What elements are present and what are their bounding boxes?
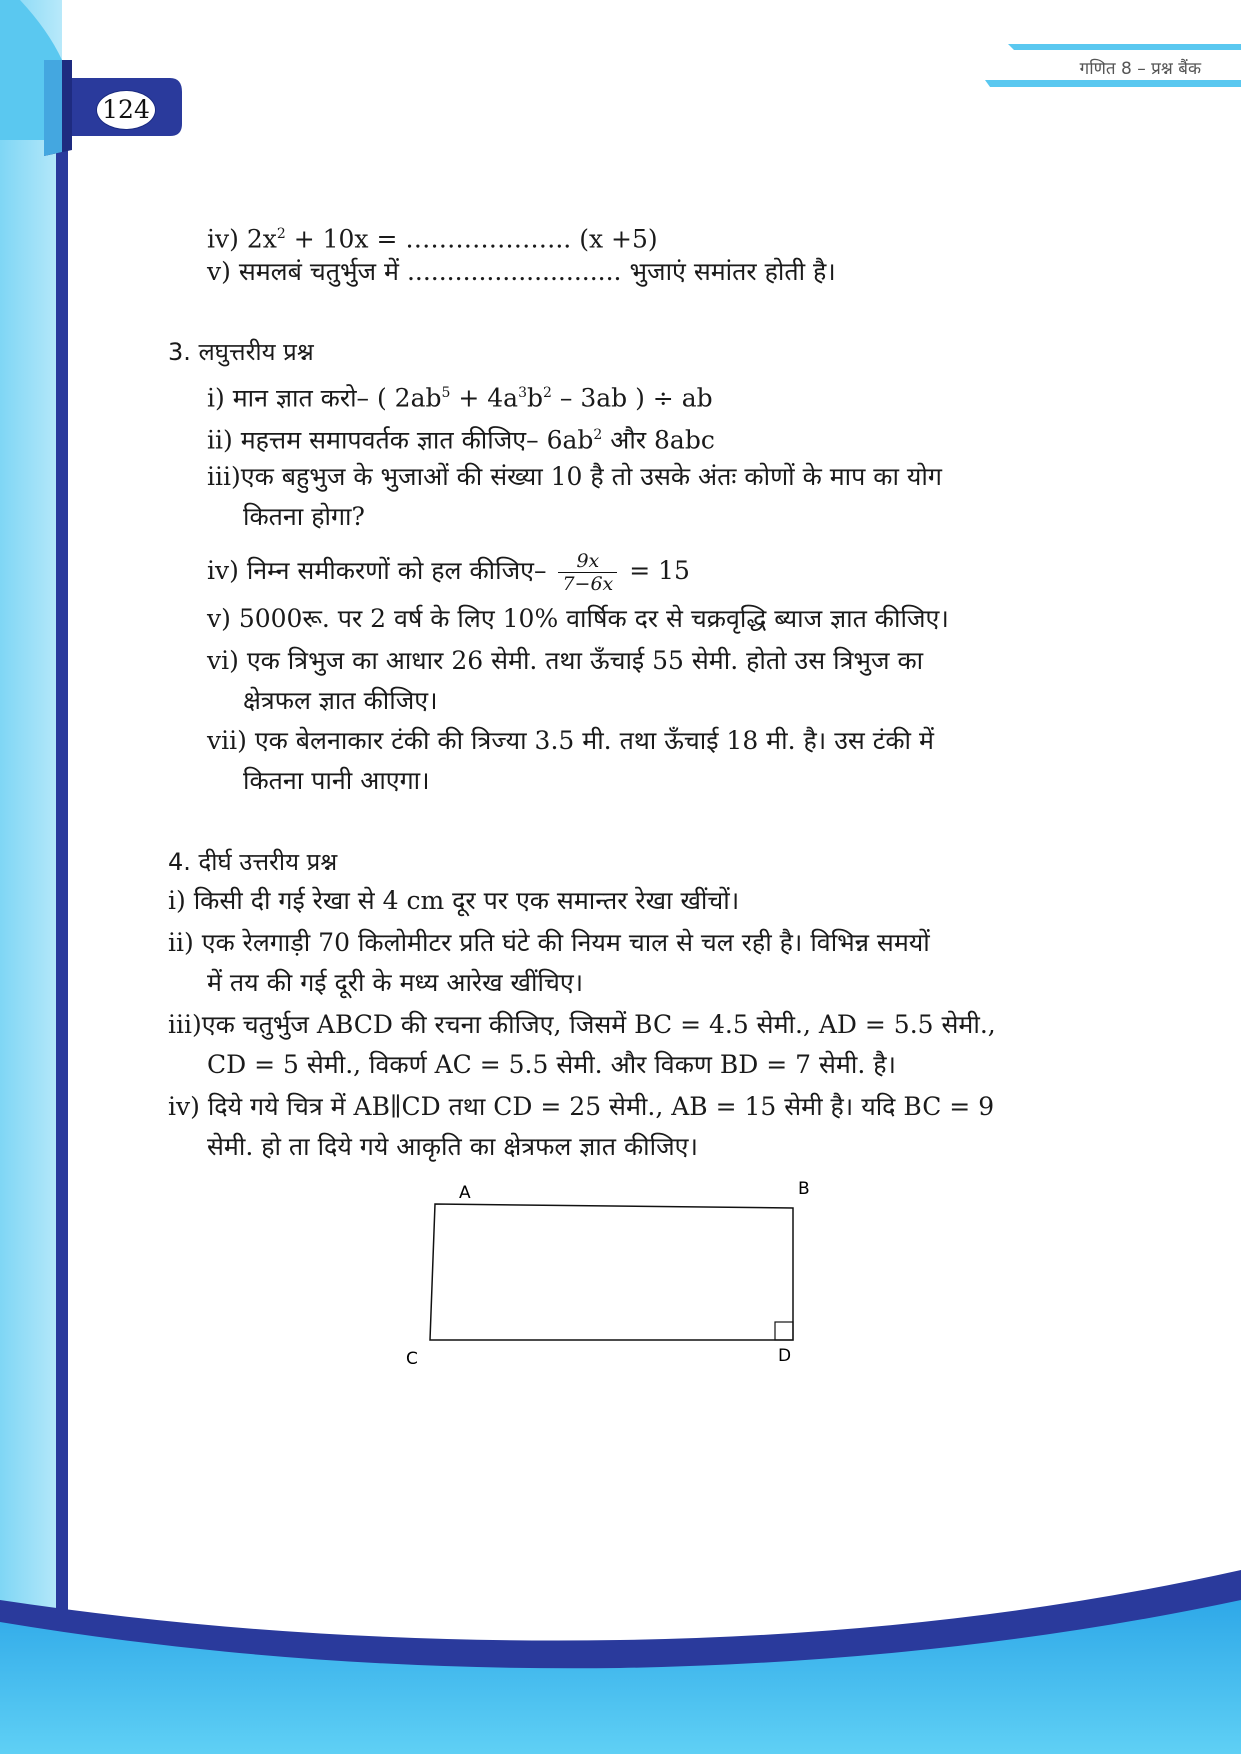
sec4-item-iv-line2: सेमी. हो ता दिये गये आकृति का क्षेत्रफल ज्ञात कीजिए।	[207, 1132, 698, 1161]
sec2-item-v: v) समलबं चतुर्भुज में ........................... भुजाएं समांतर होती है।	[207, 257, 836, 286]
trapezium-shape	[430, 1204, 793, 1340]
sec4-item-i: i) किसी दी गई रेखा से 4 cm दूर पर एक समान्तर रेखा खींचों।	[168, 886, 740, 915]
fraction-numerator: 9x	[558, 550, 617, 573]
header-rule-bottom	[985, 80, 1241, 87]
expr-part: 2x	[246, 224, 277, 254]
sec3-item-ii	[207, 418, 715, 457]
vertex-label-b: B	[798, 1179, 810, 1199]
sec3-item-i	[207, 376, 713, 415]
sec3-item-v: v) 5000रू. पर 2 वर्ष के लिए 10% वार्षिक दर से चक्रवृद्धि ब्याज ज्ञात कीजिए।	[207, 604, 949, 633]
sec2-item-iv	[207, 217, 658, 256]
vertex-label-c: C	[406, 1349, 418, 1369]
item-label: iv)	[207, 224, 239, 254]
expr-part: और 8abc	[602, 425, 715, 455]
sec4-item-ii-line2: में तय की गई दूरी के मध्य आरेख खींचिए।	[207, 968, 584, 997]
expr-part: ii) महत्तम समापवर्तक ज्ञात कीजिए– 6ab	[207, 425, 594, 455]
header-title: गणित 8 – प्रश्न बैंक	[1079, 59, 1201, 79]
vertex-label-d: D	[778, 1346, 792, 1366]
expr-part: – 3ab ) ÷ ab	[551, 383, 713, 413]
sec3-item-iii-line1: iii)एक बहुभुज के भुजाओं की संख्या 10 है तो उसके अंतः कोणों के माप का योग	[207, 462, 942, 491]
expr-part: + 10x = ……………….. (x +5)	[285, 224, 658, 254]
right-angle-marker	[775, 1322, 793, 1340]
sec3-item-vi-line1: vi) एक त्रिभुज का आधार 26 सेमी. तथा ऊँचाई 55 सेमी. होतो उस त्रिभुज का	[207, 646, 924, 675]
expr-part: + 4a	[450, 383, 519, 413]
left-margin-band	[0, 0, 62, 1754]
sec4-item-ii-line1: ii) एक रेलगाड़ी 70 किलोमीटर प्रति घंटे की नियम चाल से चल रही है। विभिन्न समयों	[168, 928, 930, 957]
sec3-item-iii-line2: कितना होगा?	[243, 502, 365, 531]
trapezium-figure	[395, 1178, 815, 1378]
sec3-item-vii-line1: vii) एक बेलनाकार टंकी की त्रिज्या 3.5 मी. तथा ऊँचाई 18 मी. है। उस टंकी में	[207, 726, 934, 755]
expr-part: = 15	[629, 556, 690, 585]
sec4-item-iii-line1: iii)एक चतुर्भुज ABCD की रचना कीजिए, जिसमें BC = 4.5 सेमी., AD = 5.5 सेमी.,	[168, 1010, 996, 1039]
expr-part: i) मान ज्ञात करो– ( 2ab	[207, 383, 442, 413]
exponent: 2	[276, 226, 286, 242]
sec4-item-iii-line2: CD = 5 सेमी., विकर्ण AC = 5.5 सेमी. और विकण BD = 7 सेमी. है।	[207, 1050, 896, 1079]
page-number: 124	[96, 90, 156, 130]
exponent: 2	[543, 385, 552, 401]
header-rule-top	[1008, 44, 1241, 50]
exponent: 2	[593, 427, 603, 443]
fraction-denominator: 7−6x	[562, 573, 614, 595]
section4-heading: 4. दीर्घ उत्तरीय प्रश्न	[168, 848, 338, 876]
vertex-label-a: A	[459, 1183, 471, 1203]
sec3-item-vi-line2: क्षेत्रफल ज्ञात कीजिए।	[243, 686, 438, 715]
expr-part: iv) निम्न समीकरणों को हल कीजिए–	[207, 556, 547, 585]
sec3-item-vii-line2: कितना पानी आएगा।	[243, 766, 430, 795]
exponent: 3	[518, 385, 528, 401]
page-number-flag-highlight	[44, 60, 62, 156]
left-vertical-bar	[56, 60, 68, 1700]
fraction	[558, 550, 617, 595]
sec3-item-iv	[207, 546, 690, 596]
exponent: 5	[441, 385, 451, 401]
sec4-item-iv-line1: iv) दिये गये चित्र में AB∥CD तथा CD = 25 सेमी., AB = 15 सेमी है। यदि BC = 9	[168, 1092, 995, 1121]
expr-part: b	[527, 383, 544, 413]
section3-heading: 3. लघुत्तरीय प्रश्न	[168, 338, 314, 366]
